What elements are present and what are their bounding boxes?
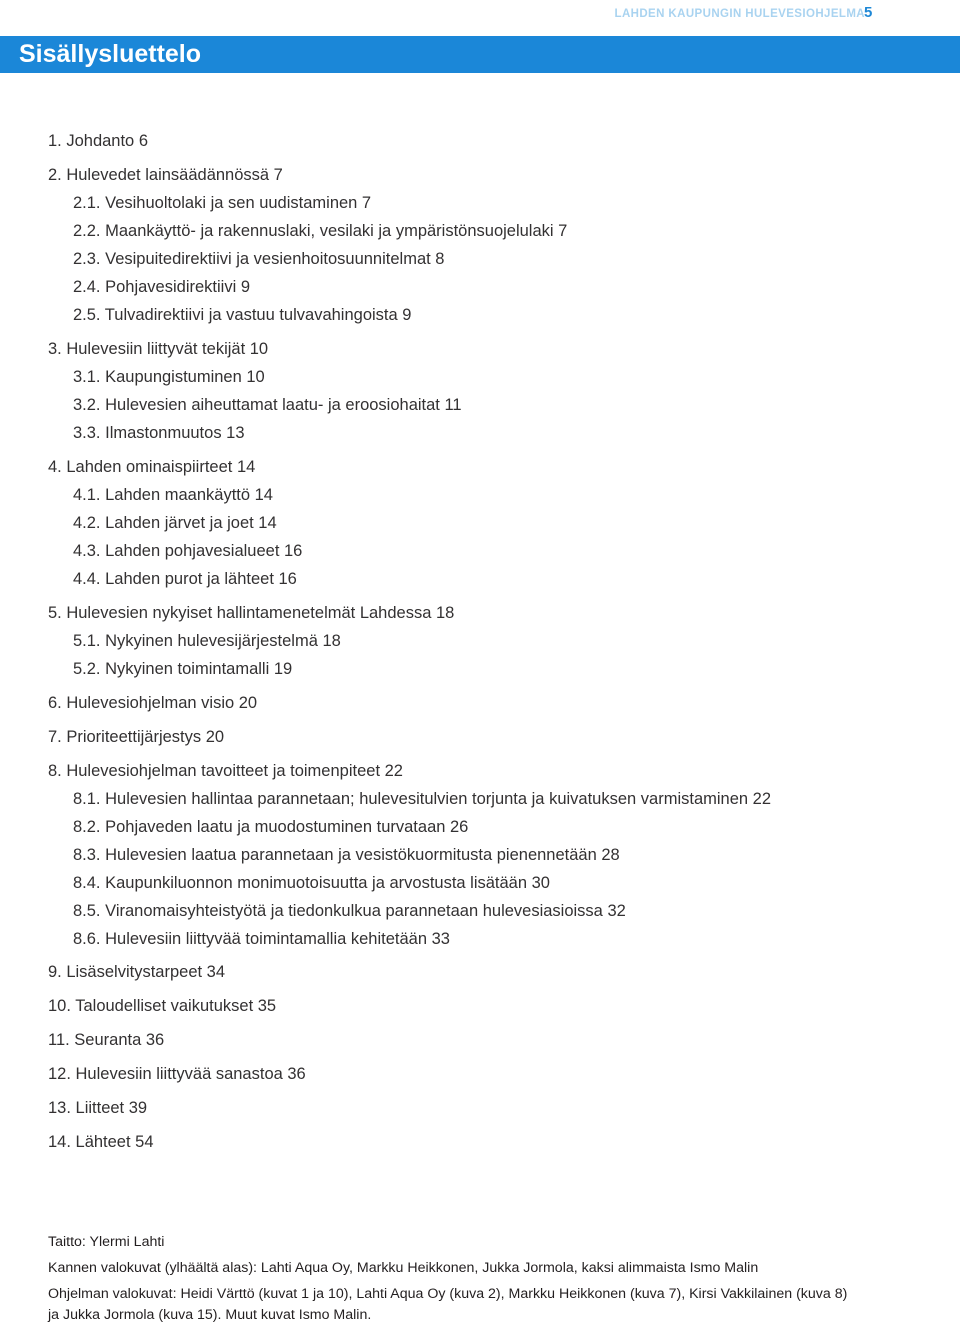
toc-entry[interactable]: 3.2. Hulevesien aiheuttamat laatu- ja eroosiohaitat 11 (73, 396, 462, 414)
toc-entry[interactable]: 2.3. Vesipuitedirektiivi ja vesienhoitosuunnitelmat 8 (73, 250, 445, 268)
toc-entry[interactable]: 14. Lähteet 54 (48, 1133, 154, 1151)
toc-entry[interactable]: 3. Hulevesiin liittyvät tekijät 10 (48, 340, 269, 358)
toc-entry[interactable]: 2.2. Maankäyttö- ja rakennuslaki, vesilaki ja ympäristönsuojelulaki 7 (73, 222, 568, 240)
toc-entry[interactable]: 3.3. Ilmastonmuutos 13 (73, 424, 245, 442)
toc-entry[interactable]: 8.4. Kaupunkiluonnon monimuotoisuutta ja arvostusta lisätään 30 (73, 874, 550, 892)
toc-entry[interactable]: 8.1. Hulevesien hallintaa parannetaan; hulevesitulvien torjunta ja kuivatuksen varmistaminen 22 (73, 790, 772, 808)
toc-entry[interactable]: 10. Taloudelliset vaikutukset 35 (48, 997, 277, 1015)
toc-entry[interactable]: 13. Liitteet 39 (48, 1099, 148, 1117)
cover-photo-credit: Kannen valokuvat (ylhäältä alas): Lahti Aqua Oy, Markku Heikkonen, Jukka Jormola, kaksi alimmaista Ismo Malin (48, 1260, 759, 1276)
toc-entry[interactable]: 1. Johdanto 6 (48, 132, 148, 150)
toc-entry[interactable]: 8.5. Viranomaisyhteistyötä ja tiedonkulkua parannetaan hulevesiasioissa 32 (73, 902, 626, 920)
running-header: LAHDEN KAUPUNGIN HULEVESIOHJELMA (614, 8, 865, 20)
toc-entry[interactable]: 2.4. Pohjavesidirektiivi 9 (73, 278, 251, 296)
toc-entry[interactable]: 5.2. Nykyinen toimintamalli 19 (73, 660, 293, 678)
toc-entry[interactable]: 4.2. Lahden järvet ja joet 14 (73, 514, 277, 532)
toc-entry[interactable]: 2. Hulevedet lainsäädännössä 7 (48, 166, 283, 184)
toc-entry[interactable]: 6. Hulevesiohjelman visio 20 (48, 694, 258, 712)
toc-entry[interactable]: 4.1. Lahden maankäyttö 14 (73, 486, 273, 504)
page-title: Sisällysluettelo (19, 40, 202, 68)
toc-entry[interactable]: 8.2. Pohjaveden laatu ja muodostuminen turvataan 26 (73, 818, 469, 836)
toc-entry[interactable]: 3.1. Kaupungistuminen 10 (73, 368, 265, 386)
toc-entry[interactable]: 2.5. Tulvadirektiivi ja vastuu tulvavahingoista 9 (73, 306, 412, 324)
toc-entry[interactable]: 4. Lahden ominaispiirteet 14 (48, 458, 256, 476)
toc-entry[interactable]: 4.4. Lahden purot ja lähteet 16 (73, 570, 297, 588)
toc-entry[interactable]: 11. Seuranta 36 (48, 1031, 165, 1049)
title-band (0, 36, 960, 73)
layout-credit: Taitto: Ylermi Lahti (48, 1234, 165, 1250)
toc-entry[interactable]: 5. Hulevesien nykyiset hallintamenetelmät Lahdessa 18 (48, 604, 455, 622)
toc-entry[interactable]: 9. Lisäselvitystarpeet 34 (48, 963, 226, 981)
toc-entry[interactable]: 8.6. Hulevesiin liittyvää toimintamallia kehitetään 33 (73, 930, 450, 948)
toc-entry[interactable]: 8. Hulevesiohjelman tavoitteet ja toimenpiteet 22 (48, 762, 403, 780)
page-number: 5 (864, 4, 873, 21)
toc-entry[interactable]: 5.1. Nykyinen hulevesijärjestelmä 18 (73, 632, 341, 650)
toc-entry[interactable]: 2.1. Vesihuoltolaki ja sen uudistaminen 7 (73, 194, 372, 212)
program-photo-credit: Ohjelman valokuvat: Heidi Värttö (kuvat 1 ja 10), Lahti Aqua Oy (kuva 2), Markku Heikkonen (kuva 7), Kirsi Vakkilainen (kuva 8) ja Jukka Jormola (kuva 15). Muut kuvat Ismo Malin. (48, 1286, 848, 1323)
toc-entry[interactable]: 7. Prioriteettijärjestys 20 (48, 728, 225, 746)
toc-entry[interactable]: 4.3. Lahden pohjavesialueet 16 (73, 542, 303, 560)
toc-entry[interactable]: 8.3. Hulevesien laatua parannetaan ja vesistökuormitusta pienennetään 28 (73, 846, 620, 864)
toc-entry[interactable]: 12. Hulevesiin liittyvää sanastoa 36 (48, 1065, 306, 1083)
